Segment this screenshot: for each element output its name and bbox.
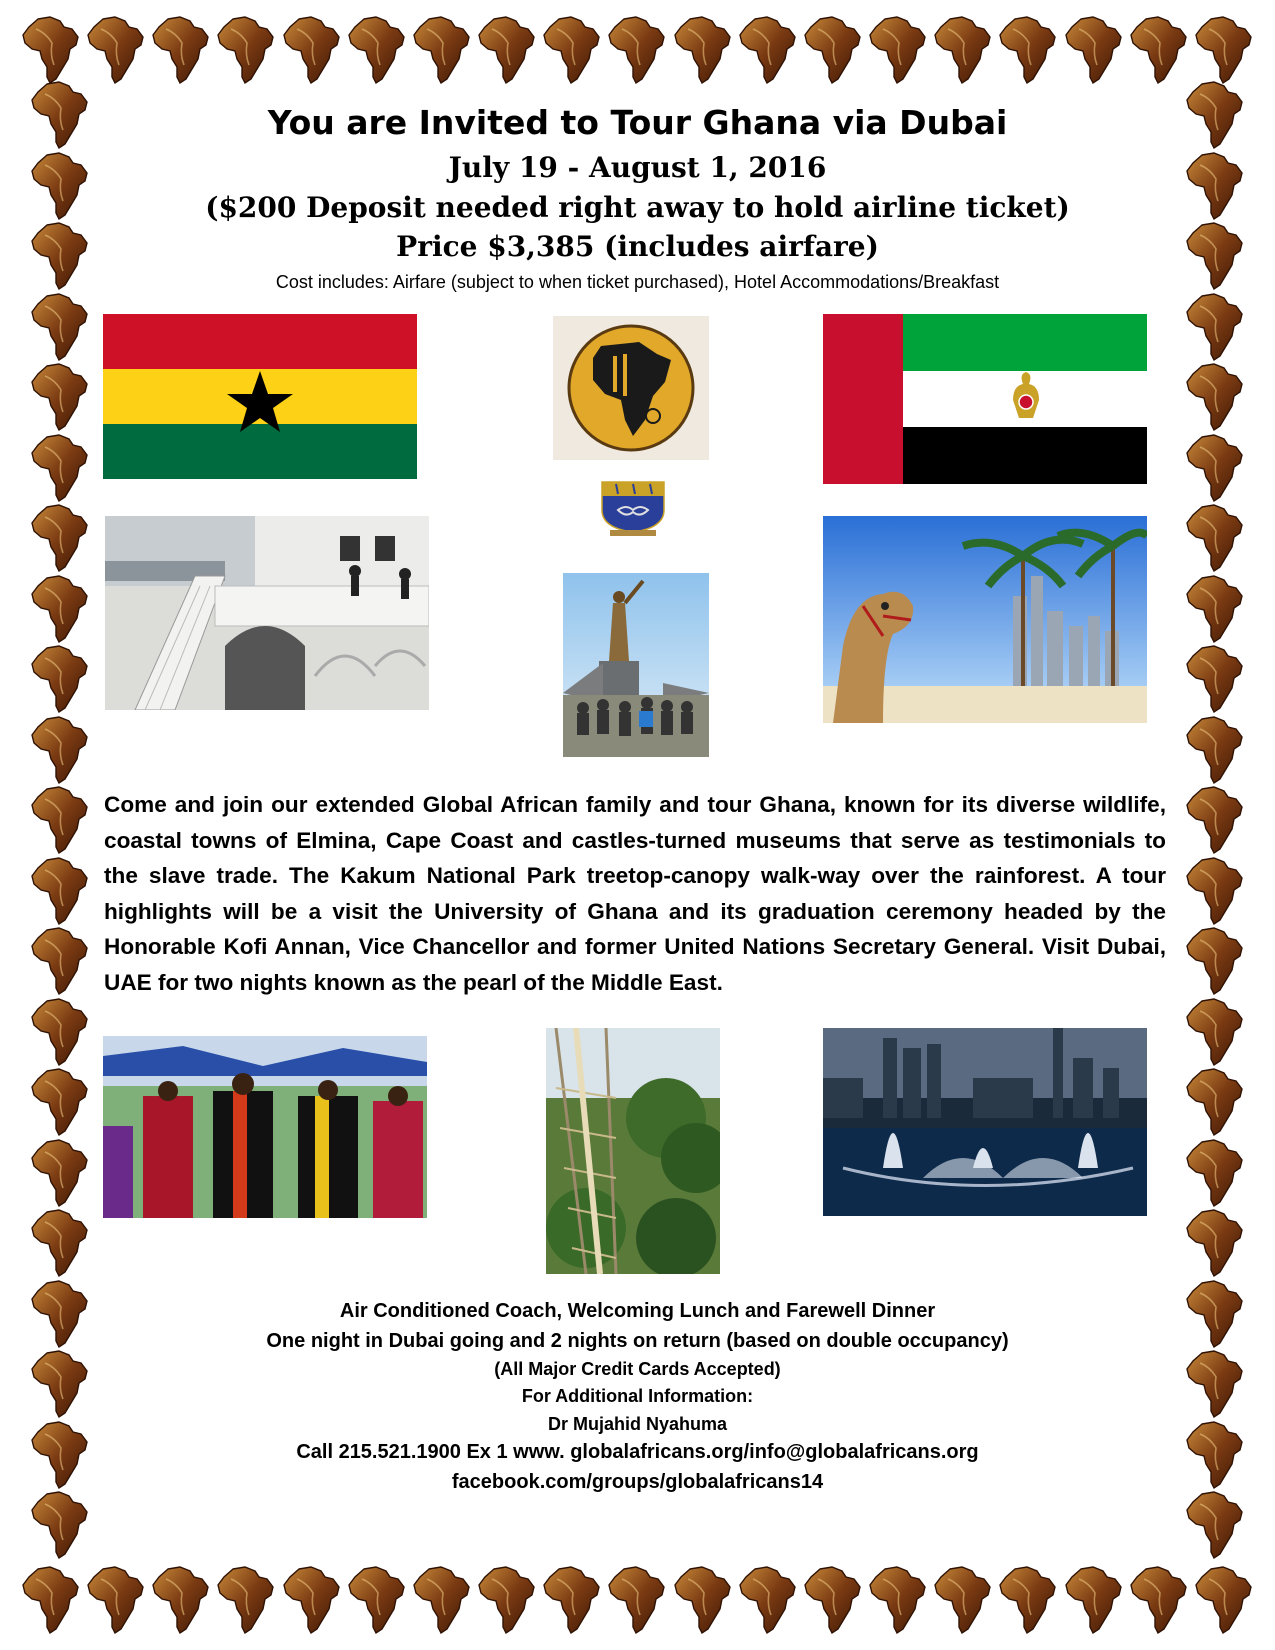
africa-map-icon (932, 1565, 994, 1635)
africa-map-icon (476, 1565, 538, 1635)
africa-map-icon (20, 15, 82, 85)
decorative-border-top (20, 10, 1255, 90)
cape-coast-castle-photo (105, 516, 429, 710)
decorative-border-bottom (20, 1560, 1255, 1640)
africa-map-icon (29, 1208, 91, 1278)
africa-map-icon (150, 15, 212, 85)
africa-map-icon (29, 151, 91, 221)
africa-map-icon (1184, 1208, 1246, 1278)
africa-map-icon (606, 15, 668, 85)
africa-map-icon (1184, 997, 1246, 1067)
africa-map-icon (1184, 926, 1246, 996)
africa-map-icon (737, 1565, 799, 1635)
africa-map-icon (672, 15, 734, 85)
cost-includes: Cost includes: Airfare (subject to when ticket purchased), Hotel Accommodations/Breakfast (275, 272, 1000, 292)
africa-map-icon (867, 1565, 929, 1635)
africa-map-icon (1184, 715, 1246, 785)
africa-map-icon (29, 997, 91, 1067)
dubai-fountain-photo (823, 1028, 1147, 1216)
africa-map-icon (1184, 1279, 1246, 1349)
africa-map-icon (29, 1279, 91, 1349)
africa-map-icon (29, 503, 91, 573)
africa-map-icon (1193, 1565, 1255, 1635)
africa-map-icon (29, 856, 91, 926)
africa-map-icon (1184, 644, 1246, 714)
deposit-note: ($200 Deposit needed right away to hold airline ticket) (205, 191, 1070, 224)
university-crest (596, 480, 670, 538)
africa-map-icon (281, 15, 343, 85)
africa-map-icon (672, 1565, 734, 1635)
africa-map-icon (29, 785, 91, 855)
africa-map-icon (29, 433, 91, 503)
africa-map-icon (802, 1565, 864, 1635)
africa-map-icon (1184, 1349, 1246, 1419)
graduation-ceremony-photo (103, 1036, 427, 1218)
africa-map-icon (1184, 151, 1246, 221)
africa-map-icon (1184, 1067, 1246, 1137)
footer-info-heading: For Additional Information: (521, 1386, 754, 1406)
africa-map-icon (1184, 1490, 1246, 1560)
tour-description: Come and join our extended Global African family and tour Ghana, known for its diverse wildlife, coastal towns of Elmina, Cape Coast and castles-turned museums that serve as testimonials to the slave trade. The Kakum National Park treetop-canopy walk-way over the rainforest. A tour highlights will be a visit the University of Ghana and its graduation ceremony headed by the Honorable Kofi Annan, Vice Chancellor and former United Nations Secretary General. Visit Dubai, UAE for two nights known as the pearl of the Middle East. (104, 792, 1166, 995)
africa-map-icon (29, 362, 91, 432)
africa-map-icon (802, 15, 864, 85)
dubai-camel-photo (823, 516, 1147, 723)
africa-map-icon (476, 15, 538, 85)
africa-map-icon (606, 1565, 668, 1635)
footer-credit-cards: (All Major Credit Cards Accepted) (494, 1359, 781, 1379)
tour-price: Price $3,385 (includes airfare) (396, 230, 879, 263)
africa-map-icon (29, 1138, 91, 1208)
nkrumah-memorial-photo (563, 573, 709, 757)
footer-dubai-nights: One night in Dubai going and 2 nights on return (based on double occupancy) (266, 1330, 1009, 1352)
africa-map-icon (85, 1565, 147, 1635)
africa-map-icon (997, 1565, 1059, 1635)
africa-map-icon (411, 1565, 473, 1635)
africa-map-icon (867, 15, 929, 85)
africa-map-icon (1184, 221, 1246, 291)
africa-map-icon (29, 1349, 91, 1419)
africa-map-icon (1184, 1420, 1246, 1490)
africa-map-icon (150, 1565, 212, 1635)
africa-map-icon (29, 1067, 91, 1137)
africa-map-icon (1063, 15, 1125, 85)
africa-map-icon (1184, 292, 1246, 362)
africa-map-icon (1184, 80, 1246, 150)
africa-map-icon (346, 15, 408, 85)
africa-map-icon (1184, 1138, 1246, 1208)
africa-map-icon (29, 1490, 91, 1560)
africa-map-icon (29, 715, 91, 785)
africa-map-icon (29, 1420, 91, 1490)
uae-flag-image (823, 314, 1147, 484)
africa-map-icon (85, 15, 147, 85)
africa-map-icon (20, 1565, 82, 1635)
footer-amenities: Air Conditioned Coach, Welcoming Lunch and Farewell Dinner (339, 1300, 936, 1322)
africa-map-icon (997, 15, 1059, 85)
africa-map-icon (541, 15, 603, 85)
africa-map-icon (29, 221, 91, 291)
africa-map-icon (1063, 1565, 1125, 1635)
footer-facebook-link[interactable]: facebook.com/groups/globalafricans14 (451, 1471, 824, 1493)
africa-map-icon (541, 1565, 603, 1635)
africa-map-icon (1184, 362, 1246, 432)
africa-map-icon (29, 574, 91, 644)
africa-map-icon (1128, 1565, 1190, 1635)
africa-map-icon (29, 644, 91, 714)
africa-map-icon (932, 15, 994, 85)
footer-contact-name: Dr Mujahid Nyahuma (547, 1414, 728, 1434)
flyer-title: You are Invited to Tour Ghana via Dubai (267, 103, 1008, 142)
africa-map-icon (215, 15, 277, 85)
africa-map-icon (737, 15, 799, 85)
africa-map-icon (1193, 15, 1255, 85)
africa-map-icon (411, 15, 473, 85)
africa-map-icon (281, 1565, 343, 1635)
ghana-flag-image (103, 314, 417, 479)
footer-phone-web-email[interactable]: Call 215.521.1900 Ex 1 www. globalafricans.org/info@globalafricans.org (296, 1441, 979, 1463)
tour-dates: July 19 - August 1, 2016 (448, 151, 827, 184)
africa-map-icon (29, 292, 91, 362)
decorative-border-right (1175, 80, 1255, 1560)
africa-map-icon (215, 1565, 277, 1635)
global-africans-logo (553, 316, 709, 460)
africa-map-icon (29, 926, 91, 996)
africa-map-icon (1128, 15, 1190, 85)
africa-map-icon (346, 1565, 408, 1635)
africa-map-icon (29, 80, 91, 150)
africa-map-icon (1184, 433, 1246, 503)
kakum-canopy-walkway-photo (546, 1028, 720, 1274)
africa-map-icon (1184, 856, 1246, 926)
africa-map-icon (1184, 574, 1246, 644)
africa-map-icon (1184, 503, 1246, 573)
decorative-border-left (20, 80, 100, 1560)
africa-map-icon (1184, 785, 1246, 855)
